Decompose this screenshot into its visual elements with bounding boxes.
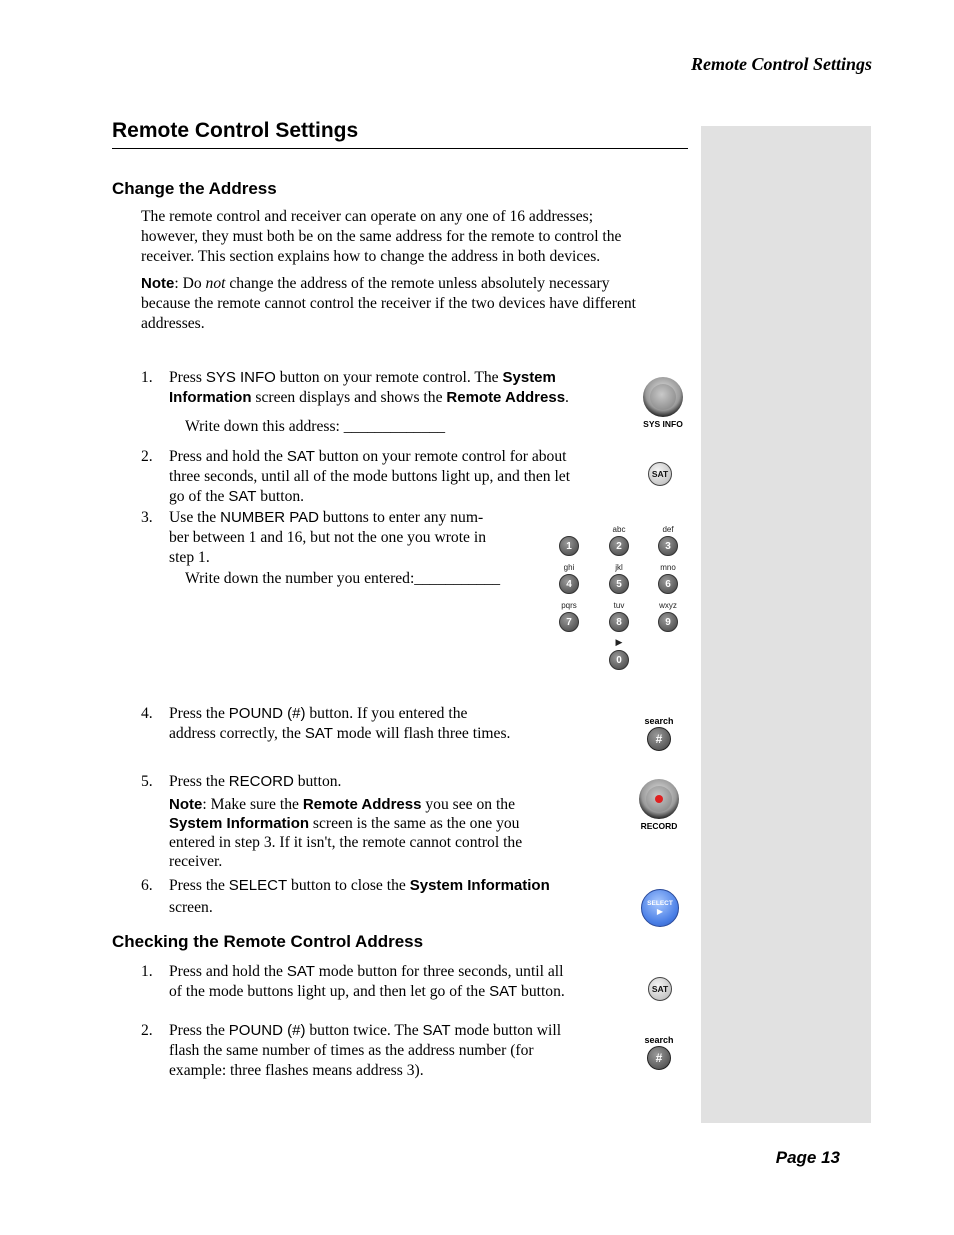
key-name: SAT xyxy=(286,963,315,980)
step-text: mode button for three seconds, until all xyxy=(314,963,564,980)
page-title: Remote Control Settings xyxy=(112,119,359,142)
key-name: SAT xyxy=(304,725,333,742)
key-name: SYS INFO xyxy=(205,369,276,386)
step-text: mode button will xyxy=(450,1022,562,1039)
step-text: Press the xyxy=(169,705,229,722)
step-text: Press the xyxy=(169,773,229,790)
step-text: Press and hold the xyxy=(169,963,287,980)
section-heading-change-address: Change the Address xyxy=(112,179,277,198)
key-3-icon: 3 xyxy=(658,536,678,556)
key-1-icon: 1 xyxy=(559,536,579,556)
step-text: button twice. The xyxy=(305,1022,423,1039)
key-9-icon: 9 xyxy=(658,612,678,632)
key-letters: jkl xyxy=(615,563,623,572)
ui-term: Remote Address xyxy=(302,796,422,813)
search-pound-button-illustration xyxy=(639,716,679,751)
step-1-text xyxy=(169,368,629,408)
step-text: screen displays and shows the xyxy=(251,389,447,406)
step-number: 1. xyxy=(141,963,153,980)
step-5-note xyxy=(169,795,609,871)
step-number: 5. xyxy=(141,773,153,790)
step-text: of the mode buttons light up, and then let go of the xyxy=(169,983,490,1000)
pound-button-icon: # xyxy=(647,727,671,751)
note-text: you see on the xyxy=(421,796,516,813)
select-arrow-icon: ▶ xyxy=(656,907,664,916)
step-6-text xyxy=(169,876,619,918)
search-label: search xyxy=(644,716,674,726)
note-text: change the address of the remote unless absolutely necessary xyxy=(225,275,610,292)
note-label: Note xyxy=(141,275,175,292)
key-7-icon: 7 xyxy=(559,612,579,632)
write-down-address: Write down this address: _____________ xyxy=(185,418,446,435)
record-label: RECORD xyxy=(640,821,678,831)
note-paragraph xyxy=(141,274,701,334)
key-name: SAT xyxy=(286,448,315,465)
step-number: 4. xyxy=(141,705,153,722)
key-name: RECORD xyxy=(228,773,294,790)
key-letters: wxyz xyxy=(659,601,677,610)
step-text: button. xyxy=(517,983,565,1000)
check-step-1-text xyxy=(169,962,629,1002)
step-text: button. xyxy=(256,488,305,505)
step-text: mode will flash three times. xyxy=(332,725,511,742)
section-heading-checking-address: Checking the Remote Control Address xyxy=(112,932,424,951)
step-text: address correctly, the xyxy=(169,725,305,742)
key-4-icon: 4 xyxy=(559,574,579,594)
key-8-icon: 8 xyxy=(609,612,629,632)
ui-term: System Information xyxy=(169,815,310,832)
record-dot-icon xyxy=(655,795,663,803)
step-line: ber between 1 and 16, but not the one you wrote in xyxy=(169,529,486,546)
step-text: go of the xyxy=(169,488,229,505)
step-text: Press the xyxy=(169,877,229,894)
record-button-icon xyxy=(639,779,679,819)
key-letters: tuv xyxy=(613,601,625,610)
step-text: button. If you entered the xyxy=(305,705,468,722)
note-line: entered in step 3. If it isn't, the remote cannot control the xyxy=(169,834,523,851)
note-line: receiver. xyxy=(169,853,223,870)
step-text: Press the xyxy=(169,1022,229,1039)
pound-button-icon: # xyxy=(647,1046,671,1070)
sat-button-icon: SAT xyxy=(648,462,672,486)
note-line: because the remote cannot control the receiver if the two devices have different xyxy=(141,295,637,312)
ui-term: System Information xyxy=(409,877,550,894)
step-line: flash the same number of times as the address number (for xyxy=(169,1042,534,1059)
note-line: addresses. xyxy=(141,315,205,332)
step-line: three seconds, until all of the mode buttons light up, and then let xyxy=(169,468,571,485)
search-pound-button-illustration xyxy=(639,1035,679,1070)
key-6-icon: 6 xyxy=(658,574,678,594)
step-line: example: three flashes means address 3). xyxy=(169,1062,424,1079)
sat-button-icon: SAT xyxy=(648,977,672,1001)
page-number: Page 13 xyxy=(775,1148,840,1167)
step-line: step 1. xyxy=(169,549,210,566)
sys-info-label: SYS INFO xyxy=(643,419,683,429)
sys-info-button-illustration xyxy=(641,377,685,429)
step-text: Press xyxy=(169,369,206,386)
key-0-icon: 0 xyxy=(609,650,629,670)
note-text: : Do xyxy=(174,275,206,292)
number-pad-illustration xyxy=(550,520,690,672)
note-label: Note xyxy=(169,796,203,813)
note-text: screen is the same as the one you xyxy=(309,815,520,832)
step-text: button. xyxy=(293,773,342,790)
record-button-illustration xyxy=(637,779,681,831)
step-text: Use the xyxy=(169,509,221,526)
step-line: screen. xyxy=(169,899,213,916)
note-emphasis: not xyxy=(205,275,226,292)
intro-line: receiver. This section explains how to change the address in both devices. xyxy=(141,248,601,265)
key-name: SAT xyxy=(489,983,518,1000)
key-letters: mno xyxy=(660,563,676,572)
select-button-icon xyxy=(641,889,679,927)
key-name: POUND (#) xyxy=(228,705,306,722)
key-5-icon: 5 xyxy=(609,574,629,594)
step-4-text xyxy=(169,704,609,744)
key-name: SAT xyxy=(228,488,257,505)
sys-info-button-icon xyxy=(643,377,683,417)
key-letters: ghi xyxy=(563,563,575,572)
intro-line: however, they must both be on the same address for the remote to control the xyxy=(141,228,622,245)
key-name: POUND (#) xyxy=(228,1022,306,1039)
key-letters: pqrs xyxy=(561,601,577,610)
key-name: SELECT xyxy=(228,877,288,894)
step-3-text xyxy=(169,508,539,568)
running-header: Remote Control Settings xyxy=(690,54,872,74)
step-5-text xyxy=(169,772,609,792)
select-label: SELECT xyxy=(647,900,673,907)
step-2-text xyxy=(169,447,629,507)
search-label: search xyxy=(644,1035,674,1045)
key-name: SAT xyxy=(422,1022,451,1039)
step-text: button to close the xyxy=(287,877,410,894)
step-number: 2. xyxy=(141,1022,153,1039)
step-number: 1. xyxy=(141,369,153,386)
step-number: 3. xyxy=(141,509,153,526)
intro-paragraph xyxy=(141,207,701,267)
key-2-icon: 2 xyxy=(609,536,629,556)
check-step-2-text xyxy=(169,1021,629,1081)
step-text: buttons to enter any num- xyxy=(319,509,484,526)
note-text: : Make sure the xyxy=(202,796,303,813)
key-letters: def xyxy=(662,525,674,534)
margin-sidebar xyxy=(701,126,871,1123)
key-letters: abc xyxy=(612,525,626,534)
ui-term: Remote Address xyxy=(446,389,566,406)
intro-line: The remote control and receiver can operate on any one of 16 addresses; xyxy=(141,208,594,225)
play-arrow-icon: ▶ xyxy=(615,637,623,647)
step-text: button on your remote control for about xyxy=(314,448,567,465)
step-text: button on your remote control. The xyxy=(275,369,503,386)
step-text: . xyxy=(565,389,569,406)
step-number: 2. xyxy=(141,448,153,465)
key-name: NUMBER PAD xyxy=(220,509,320,526)
ui-term: System xyxy=(502,369,556,386)
title-rule xyxy=(112,148,688,149)
ui-term: Information xyxy=(169,389,252,406)
step-text: Press and hold the xyxy=(169,448,287,465)
step-number: 6. xyxy=(141,877,153,894)
write-down-number: Write down the number you entered:___________ xyxy=(185,570,501,587)
